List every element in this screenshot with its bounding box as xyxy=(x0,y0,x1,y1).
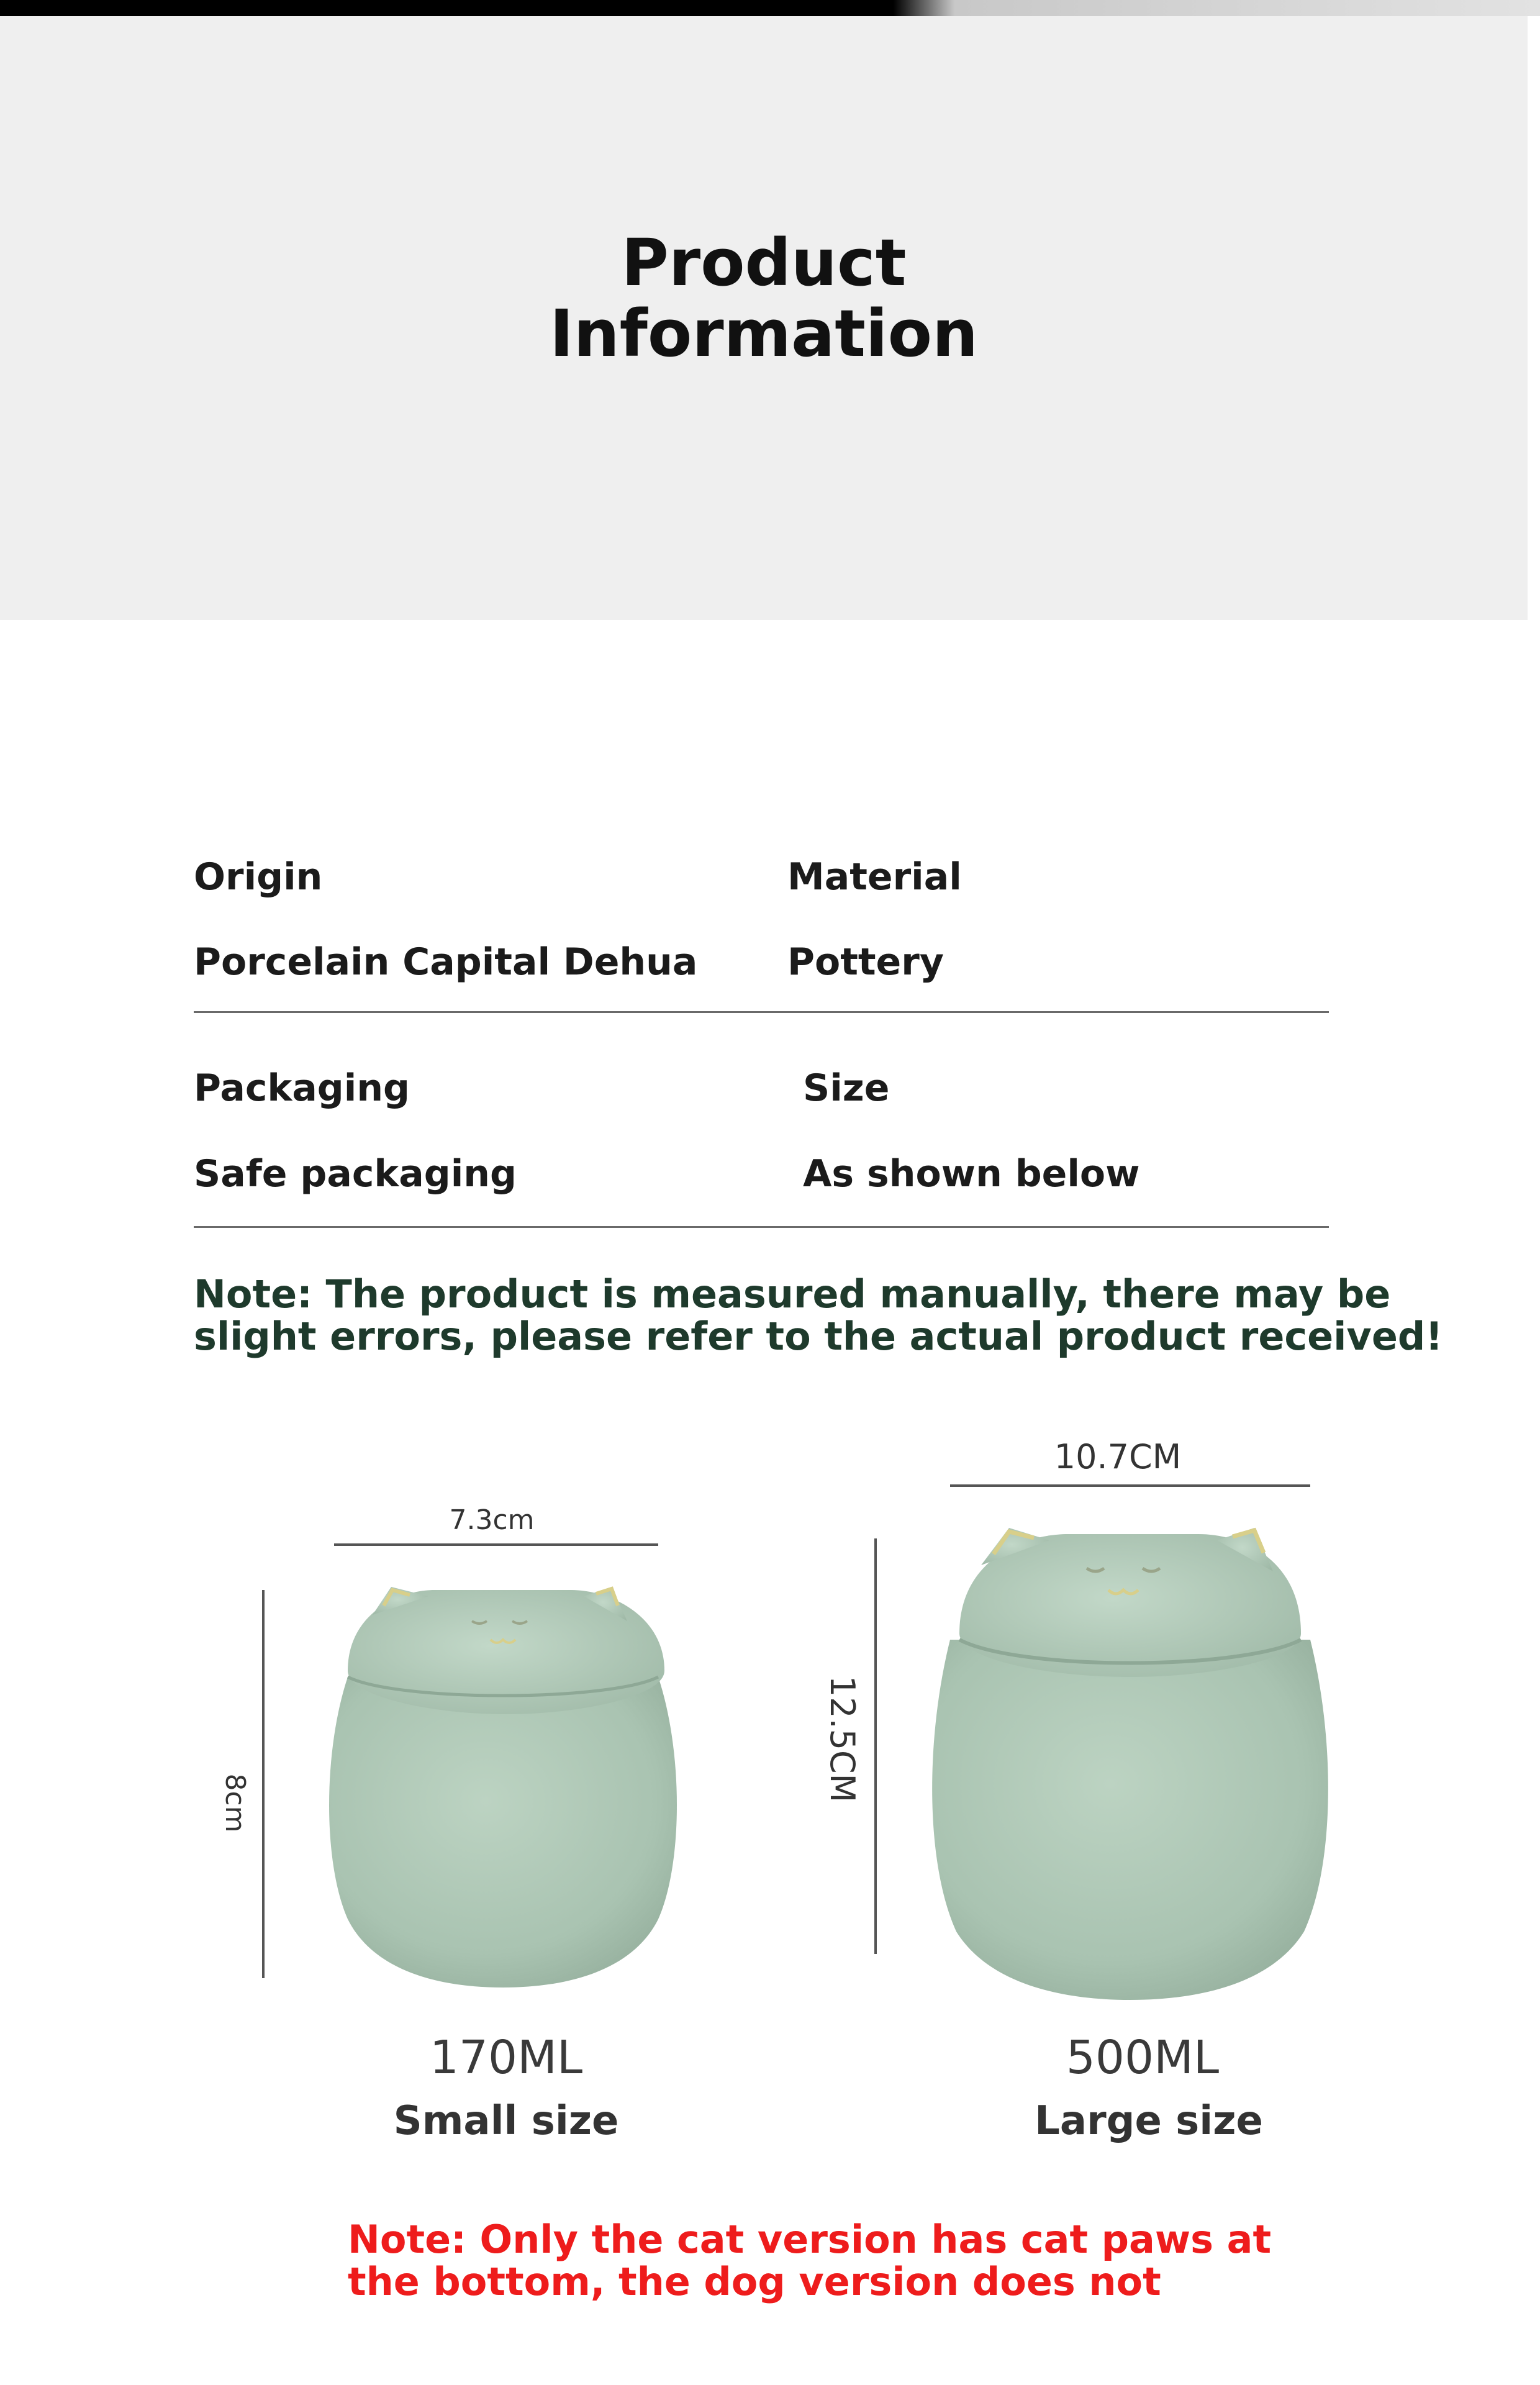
large-eye-right-icon xyxy=(1143,1568,1160,1571)
spec-divider-2 xyxy=(194,1226,1329,1228)
large-eye-left-icon xyxy=(1087,1568,1104,1571)
large-height-label: 12.5CM xyxy=(823,1675,862,1803)
spec-divider-1 xyxy=(194,1011,1329,1013)
large-volume-label: 500ML xyxy=(1066,2031,1220,2084)
origin-label: Origin xyxy=(194,855,323,899)
size-label: Size xyxy=(803,1066,890,1110)
small-eye-right-icon xyxy=(512,1621,527,1624)
page-title-line1: Product xyxy=(621,225,907,301)
measurement-note-line1: Note: The product is measured manually, there may be xyxy=(194,1271,1391,1317)
large-size-name: Large size xyxy=(1035,2098,1263,2144)
header-band xyxy=(0,16,1528,620)
small-jar-body xyxy=(329,1677,677,1988)
large-mouth-icon xyxy=(1108,1590,1138,1594)
large-left-ear-icon xyxy=(981,1528,1049,1565)
small-jar-lid xyxy=(348,1590,664,1714)
large-jar-body xyxy=(932,1640,1328,2000)
page-title xyxy=(0,227,1528,369)
small-cat-jar xyxy=(329,1587,677,1988)
large-right-ear-icon xyxy=(1217,1528,1273,1571)
size-value: As shown below xyxy=(803,1152,1140,1196)
cat-paws-note xyxy=(348,2219,1403,2303)
cat-paws-note-line2: the bottom, the dog version does not xyxy=(348,2259,1161,2304)
measurement-note xyxy=(194,1271,1443,1359)
large-cat-jar xyxy=(932,1528,1328,2000)
cat-paws-note-line1: Note: Only the cat version has cat paws at xyxy=(348,2217,1272,2262)
page-title-line2: Information xyxy=(549,296,979,371)
material-label: Material xyxy=(787,855,962,899)
origin-value: Porcelain Capital Dehua xyxy=(194,940,698,984)
small-width-label: 7.3cm xyxy=(449,1504,535,1536)
small-left-ear-icon xyxy=(373,1587,428,1615)
measurement-note-line2: slight errors, please refer to the actual product received! xyxy=(194,1314,1443,1359)
small-volume-label: 170ML xyxy=(429,2031,583,2084)
top-stripe xyxy=(0,0,1540,16)
small-size-name: Small size xyxy=(393,2098,619,2144)
small-height-label: 8cm xyxy=(219,1773,251,1833)
large-jar-lid xyxy=(959,1534,1301,1677)
material-value: Pottery xyxy=(787,940,944,984)
small-eye-left-icon xyxy=(472,1621,487,1624)
large-width-label: 10.7CM xyxy=(1054,1437,1182,1476)
small-right-ear-icon xyxy=(584,1587,627,1621)
packaging-label: Packaging xyxy=(194,1066,410,1110)
packaging-value: Safe packaging xyxy=(194,1152,517,1196)
small-mouth-icon xyxy=(491,1640,515,1643)
